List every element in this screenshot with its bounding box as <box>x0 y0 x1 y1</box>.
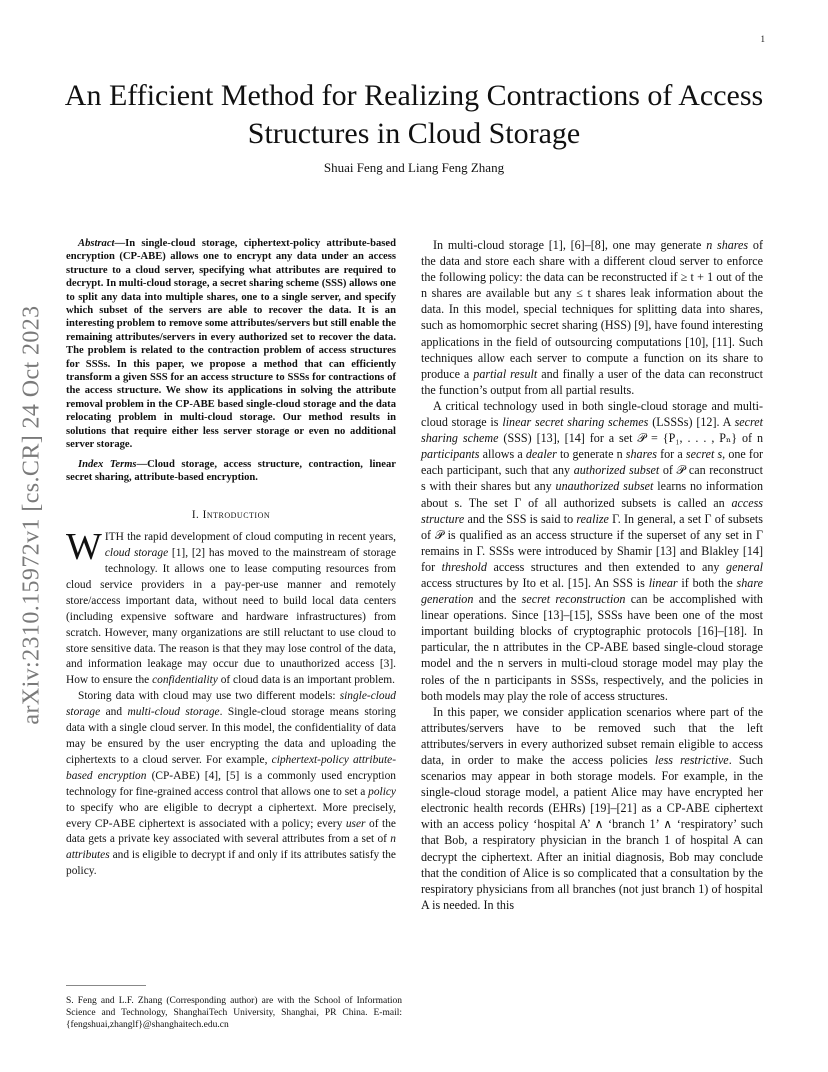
page-number: 1 <box>760 34 765 44</box>
right-paragraph-2: A critical technology used in both single-cloud storage and multi-cloud storage is linear secret sharing schemes (LSSSs) [12]. A secret sharing scheme (SSS) [13], [14] for a set 𝒫 = {P₁, . . . , Pₙ} of n participants allows a dealer to generate n shares for a secret s, one for each participant, such that any authorized subset of 𝒫 can reconstruct s with their shares but any unauthorized subset learns no information about s. The set Γ of all authorized subsets is called an access structure and the SSS is said to realize Γ. In general, a set Γ of subsets of 𝒫 is qualified as an access structure if the superset of any set in Γ remains in Γ. SSSs were introduced by Shamir [13] and Blakley [14] for threshold access structures and then extended to any general access structures by Ito et al. [15]. An SSS is linear if both the share generation and the secret reconstruction can be accomplished with linear operations. Since [13]–[15], SSSs have been one of the most important building blocks of cryptographic protocols [16]–[18]. In particular, the n attributes in the CP-ABE based single-cloud storage model and the n servers in multi-cloud storage model may play the roles of the n participants in SSSs, respectively, and the policies in both models may play the role of access structures. <box>421 398 764 703</box>
intro-paragraph-1: WITH the rapid development of cloud computing in recent years, cloud storage [1], [2] has moved to the mainstream of storage technology. It allows one to lease computing resources from cloud service providers in a pay-per-use manner and remotely store/access important data, without need to build local data centers (including expensive software and hardware infrastructures) from scratch. However, many organizations are still reluctant to use cloud to store sensitive data. The reason is that they may lose control of the data, and information leakage may occur due to unauthorized access [3]. How to ensure the confidentiality of cloud data is an important problem. <box>66 526 396 687</box>
dropcap: W <box>66 526 102 569</box>
index-terms <box>66 458 396 485</box>
paper-title: An Efficient Method for Realizing Contractions of Access Structures in Cloud Storage <box>64 79 764 150</box>
index-terms-text: —Cloud storage, access structure, contraction, linear secret sharing, attribute-based encryption. <box>66 458 396 483</box>
index-terms-label: Index Terms <box>78 458 137 470</box>
footnote: S. Feng and L.F. Zhang (Corresponding author) are with the School of Information Science and Technology, ShanghaiTech University, Shanghai, PR China. E-mail: {fengshuai,zhanglf}@shanghaitech.edu.cn <box>66 996 402 1030</box>
right-paragraph-3: In this paper, we consider application scenarios where part of the attributes/servers have to be removed such that the left attributes/servers in every authorized subset remain eligible to access data, in order to make the access policies less restrictive. Such scenarios may appear in both storage models. For example, in the single-cloud storage model, a patient Alice may have encrypted her electronic health records (EHRs) [19]–[21] as a CP-ABE ciphertext with an access policy ‘hospital A’ ∧ ‘branch 1’ ∧ ‘respiratory’ such that Bob, a respiratory physician in the branch 1 of hospital A can decrypt the ciphertext. After an initial diagnosis, Bob may conclude that the condition of Alice is so complicated that a consultation by the respiratory physicians from all branches (not just branch 1) of hospital A is needed. In this <box>421 704 764 912</box>
abstract-text: —In single-cloud storage, ciphertext-policy attribute-based encryption (CP-ABE) allows one to encrypt any data under an access structure to a cloud server, specifying what attributes are required to decrypt. In multi-cloud storage, a secret sharing scheme (SSS) allows one to split any data into multiple shares, one to a single server, and specify which subset of the servers are able to recover the data. It is an interesting problem to remove some attributes/servers but still enable the remaining attributes/servers in every authorized set to recover the data. The problem is related to the contraction problem of access structures for SSSs. In this paper, we propose a method that can efficiently transform a given SSS for an access structure to SSSs for contractions of the access structure. We show its applications in solving the attribute removal problem in the CP-ABE based single-cloud storage and the data relocating problem in multi-cloud storage. Our method results in solutions that require either less server storage or even no additional server storage. <box>66 238 396 451</box>
right-paragraph-1: In multi-cloud storage [1], [6]–[8], one may generate n shares of the data and store each share with a different cloud server to enforce the following policy: the data can be reconstructed if ≥ t + 1 out of the n shares are available but any ≤ t shares leak information about the data. In this model, special techniques for splitting data into shares, such as homomorphic secret sharing (HSS) [9], have found interesting applications in the field of outsourcing computations [10], [11]. Such techniques allow each server to compute a function on its share to produce a partial result and finally a user of the data can reconstruct the function’s output from all partial results. <box>421 238 763 397</box>
right-column <box>421 237 763 913</box>
intro-paragraph-2: Storing data with cloud may use two different models: single-cloud storage and multi-cloud storage. Single-cloud storage means storing data with a single cloud server. In this model, the confidentiality of data may be ensured by the user encrypting the data and uploading the ciphertexts to a cloud server. For example, ciphertext-policy attribute-based encryption (CP-ABE) [4], [5] is a commonly used encryption technology for fine-grained access control that allows one to set a policy to specify who are eligible to decrypt a ciphertext. More precisely, every CP-ABE ciphertext is associated with a policy; every user of the data gets a private key associated with several attributes from a set of n attributes and is eligible to decrypt if and only if its attributes satisfy the policy. <box>66 690 396 878</box>
left-column <box>66 237 396 880</box>
arxiv-stamp <box>12 300 52 730</box>
abstract-label: Abstract <box>78 238 115 249</box>
footnote-rule <box>66 985 146 986</box>
abstract <box>66 237 396 452</box>
arxiv-stamp-text: arXiv:2310.15972v1 [cs.CR] 24 Oct 2023 <box>18 305 45 725</box>
paper-authors: Shuai Feng and Liang Feng Zhang <box>323 160 505 175</box>
section-heading-introduction: I. Introduction <box>191 509 271 522</box>
